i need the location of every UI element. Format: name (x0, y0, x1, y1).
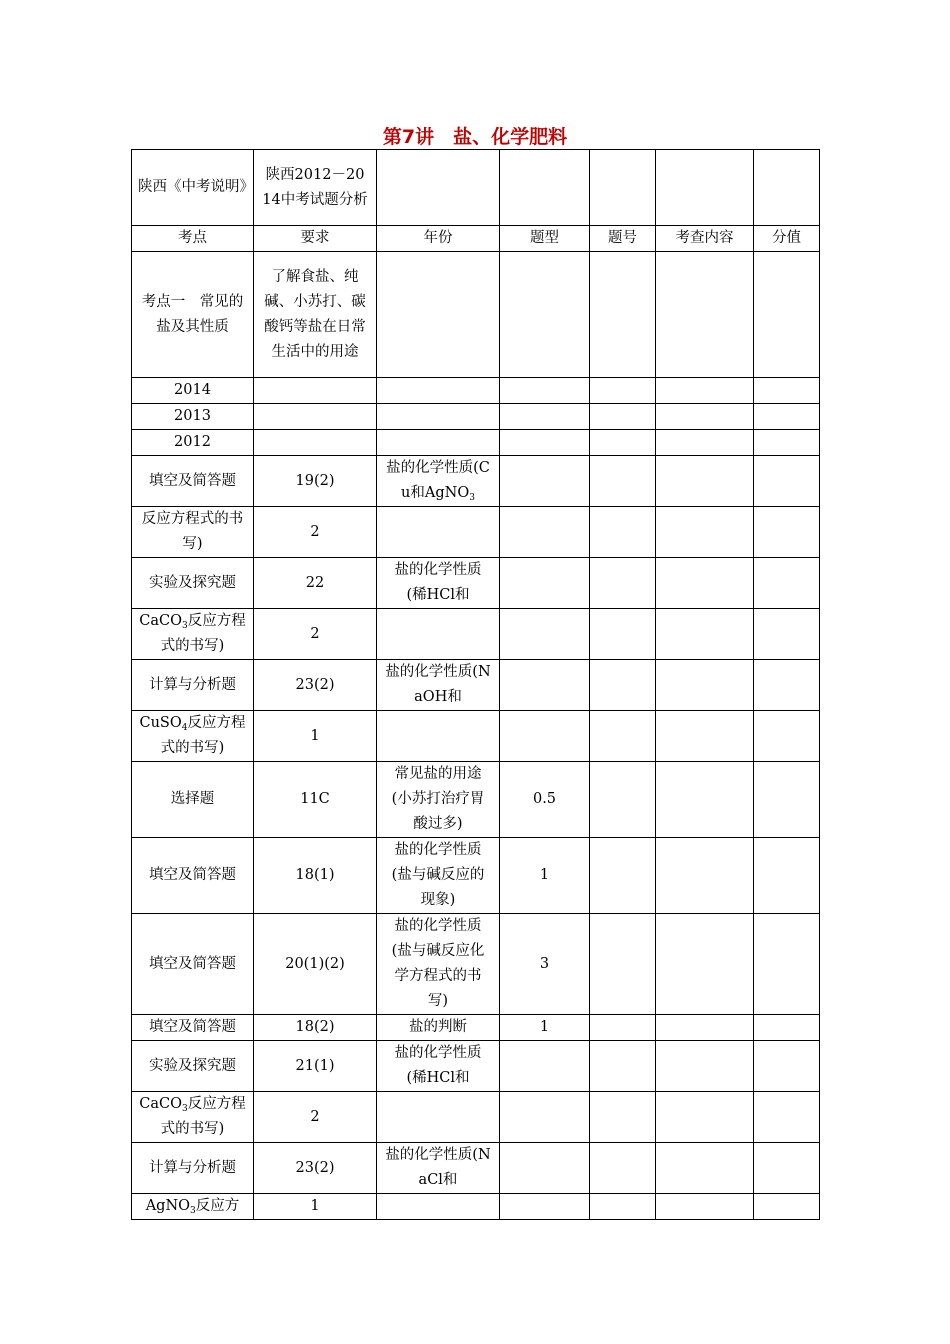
table-row (132, 914, 820, 1015)
content-cell: 盐的化学性质(Cu和AgNO$_3$ (377, 456, 500, 507)
score-cell (500, 1092, 590, 1143)
header-cell: 陕西《中考说明》 (132, 150, 254, 226)
table-row (132, 660, 820, 711)
question-number-cell: 18(1) (254, 838, 377, 914)
column-header: 分值 (754, 226, 820, 252)
question-number-cell: 2 (254, 609, 377, 660)
score-cell (500, 660, 590, 711)
table-row (132, 558, 820, 609)
question-type-cell: 填空及简答题 (132, 1015, 254, 1041)
question-type-cell: 反应方程式的书写) (132, 507, 254, 558)
header-row-source (132, 150, 820, 226)
table-row (132, 838, 820, 914)
header-row-columns (132, 226, 820, 252)
column-header: 年份 (377, 226, 500, 252)
score-cell (500, 1143, 590, 1194)
content-cell: 盐的化学性质(盐与碱反应化学方程式的书写) (377, 914, 500, 1015)
question-number-cell: 2 (254, 507, 377, 558)
column-header: 要求 (254, 226, 377, 252)
column-header: 题型 (500, 226, 590, 252)
score-cell: 3 (500, 914, 590, 1015)
question-type-cell: 填空及简答题 (132, 838, 254, 914)
content-cell: 常见盐的用途(小苏打治疗胃酸过多) (377, 762, 500, 838)
score-cell: 0.5 (500, 762, 590, 838)
question-type-cell: CuSO$_4$反应方程式的书写) (132, 711, 254, 762)
content-cell (377, 609, 500, 660)
table-row (132, 711, 820, 762)
requirement-cell: 了解食盐、纯碱、小苏打、碳酸钙等盐在日常生活中的用途 (254, 252, 377, 378)
content-cell: 盐的化学性质(稀HCl和 (377, 558, 500, 609)
question-number-cell: 2 (254, 1092, 377, 1143)
question-type-cell: 实验及探究题 (132, 558, 254, 609)
topic-cell: 考点一 常见的盐及其性质 (132, 252, 254, 378)
question-number-cell: 21(1) (254, 1041, 377, 1092)
year-row (132, 378, 820, 404)
question-number-cell: 19(2) (254, 456, 377, 507)
table-row (132, 1015, 820, 1041)
content-cell: 盐的化学性质(NaOH和 (377, 660, 500, 711)
year-row (132, 430, 820, 456)
table-row (132, 507, 820, 558)
topic-row (132, 252, 820, 378)
content-cell: 盐的判断 (377, 1015, 500, 1041)
question-type-cell: 选择题 (132, 762, 254, 838)
content-cell (377, 1194, 500, 1220)
question-number-cell: 23(2) (254, 660, 377, 711)
question-type-cell: 填空及简答题 (132, 456, 254, 507)
score-cell (500, 507, 590, 558)
score-cell: 1 (500, 1015, 590, 1041)
score-cell (500, 1194, 590, 1220)
content-cell: 盐的化学性质(盐与碱反应的现象) (377, 838, 500, 914)
question-number-cell: 23(2) (254, 1143, 377, 1194)
header-cell: 陕西2012－2014中考试题分析 (254, 150, 377, 226)
table-row (132, 1194, 820, 1220)
question-number-cell: 18(2) (254, 1015, 377, 1041)
exam-analysis-table (131, 149, 820, 1220)
score-cell (500, 609, 590, 660)
score-cell (500, 711, 590, 762)
table-row (132, 1143, 820, 1194)
column-header: 题号 (590, 226, 656, 252)
score-cell (500, 558, 590, 609)
year-row (132, 404, 820, 430)
column-header: 考查内容 (656, 226, 754, 252)
year-cell: 2013 (132, 404, 254, 430)
table-row (132, 1041, 820, 1092)
content-cell: 盐的化学性质(NaCl和 (377, 1143, 500, 1194)
column-header: 考点 (132, 226, 254, 252)
question-number-cell: 22 (254, 558, 377, 609)
question-number-cell: 1 (254, 1194, 377, 1220)
table-row (132, 609, 820, 660)
table-row (132, 456, 820, 507)
score-cell: 1 (500, 838, 590, 914)
score-cell (500, 1041, 590, 1092)
table-row (132, 1092, 820, 1143)
question-type-cell: AgNO$_3$反应方 (132, 1194, 254, 1220)
question-type-cell: 实验及探究题 (132, 1041, 254, 1092)
question-type-cell: 填空及简答题 (132, 914, 254, 1015)
question-number-cell: 1 (254, 711, 377, 762)
content-cell: 盐的化学性质(稀HCl和 (377, 1041, 500, 1092)
content-cell (377, 507, 500, 558)
year-cell: 2012 (132, 430, 254, 456)
content-cell (377, 711, 500, 762)
question-type-cell: 计算与分析题 (132, 660, 254, 711)
content-cell (377, 1092, 500, 1143)
year-cell: 2014 (132, 378, 254, 404)
table-row (132, 762, 820, 838)
question-number-cell: 20(1)(2) (254, 914, 377, 1015)
score-cell (500, 456, 590, 507)
question-type-cell: CaCO$_3$反应方程式的书写) (132, 609, 254, 660)
question-type-cell: 计算与分析题 (132, 1143, 254, 1194)
question-type-cell: CaCO$_3$反应方程式的书写) (132, 1092, 254, 1143)
page-title: 第7讲 盐、化学肥料 (382, 126, 568, 148)
question-number-cell: 11C (254, 762, 377, 838)
